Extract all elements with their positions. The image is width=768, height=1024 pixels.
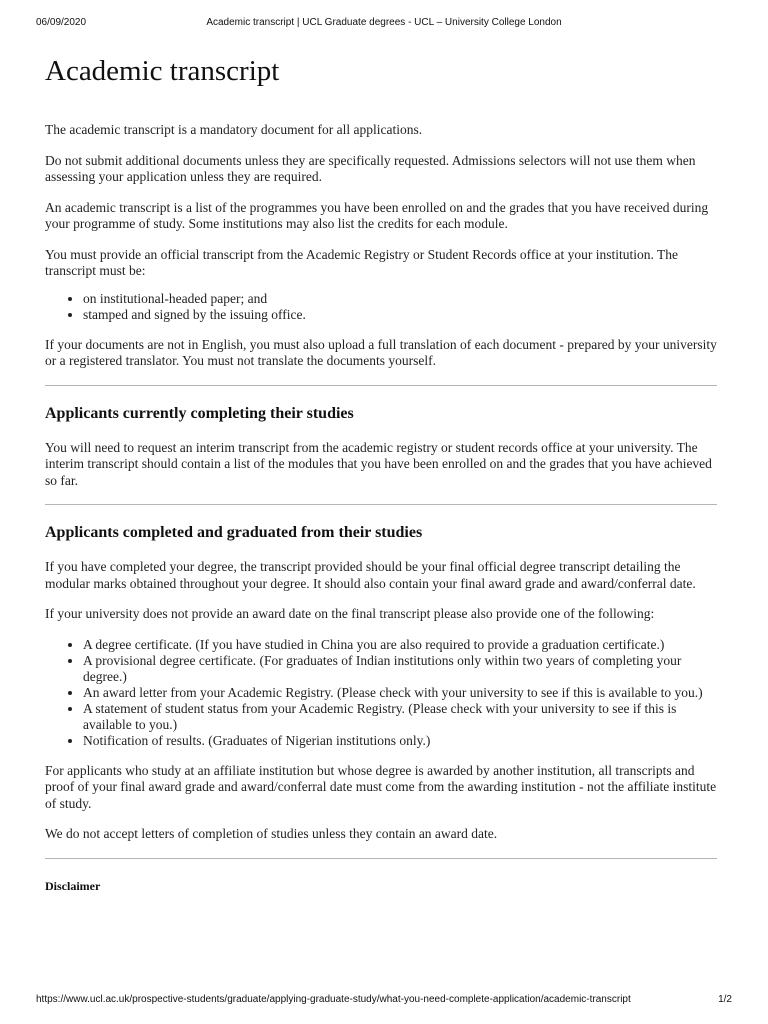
list-item: • A degree certificate. (If you have studied in China you are also required to provide a graduation certificate.) <box>83 637 717 653</box>
section-divider <box>45 858 717 859</box>
intro-paragraph: If your documents are not in English, you must also upload a full translation of each document - prepared by your university or a registered translator. You must not translate the documents yourself. <box>45 336 717 368</box>
section-divider <box>45 504 717 505</box>
disclaimer-heading: Disclaimer <box>45 878 101 893</box>
intro-paragraph: The academic transcript is a mandatory document for all applications. <box>45 122 423 137</box>
intro-paragraph: An academic transcript is a list of the programmes you have been enrolled on and the grades that you have received during your programme of study. Some institutions may also list the credits for each module. <box>45 199 709 231</box>
print-header <box>36 17 732 31</box>
section-paragraph: If you have completed your degree, the transcript provided should be your final official degree transcript detailing the modular marks obtained throughout your degree. It should also contain your final award grade and award/conferral date. <box>45 559 696 591</box>
section-paragraph: For applicants who study at an affiliate institution but whose degree is awarded by another institution, all transcripts and proof of your final award grade and award/conferral date must come from the awarding institution - not the affiliate institute of study. <box>45 762 717 811</box>
article-content <box>45 52 717 894</box>
section-paragraph: If your university does not provide an award date on the final transcript please also provide one of the following: <box>45 606 655 621</box>
intro-paragraph: You must provide an official transcript from the Academic Registry or Student Records office at your institution. The transcript must be: <box>45 246 679 278</box>
list-item: • A statement of student status from your Academic Registry. (Please check with your university to see if this is available to you.) <box>83 701 717 733</box>
page-url: https://www.ucl.ac.uk/prospective-students/graduate/applying-graduate-study/what-you-need-complete-application/academic-transcript <box>36 994 631 1005</box>
section-paragraph: You will need to request an interim transcript from the academic registry or student records office at your university. The interim transcript should contain a list of the modules that you have been enrolled on and the grades that you have achieved so far. <box>45 439 712 488</box>
list-item: • A provisional degree certificate. (For graduates of Indian institutions only within two years of completing your degree.) <box>83 653 717 685</box>
award-options-list <box>45 637 717 749</box>
print-page-title: Academic transcript | UCL Graduate degrees - UCL – University College London <box>206 17 562 28</box>
print-footer <box>36 994 732 1008</box>
section-heading-completed: Applicants completed and graduated from their studies <box>45 524 423 541</box>
section-paragraph: We do not accept letters of completion of studies unless they contain an award date. <box>45 826 498 841</box>
section-divider <box>45 385 717 386</box>
list-item: • An award letter from your Academic Registry. (Please check with your university to see if this is available to you.) <box>83 685 717 701</box>
page-title: Academic transcript <box>45 55 280 87</box>
page-number: 1/2 <box>718 994 732 1005</box>
list-item: • Notification of results. (Graduates of Nigerian institutions only.) <box>83 733 717 749</box>
section-heading-current: Applicants currently completing their studies <box>45 404 354 422</box>
requirements-list <box>45 291 717 323</box>
list-item: • on institutional-headed paper; and <box>83 291 717 307</box>
print-date: 06/09/2020 <box>36 17 87 28</box>
list-item: • stamped and signed by the issuing office. <box>83 307 717 323</box>
intro-paragraph: Do not submit additional documents unless they are specifically requested. Admissions selectors will not use them when assessing your application unless they are required. <box>45 152 696 184</box>
